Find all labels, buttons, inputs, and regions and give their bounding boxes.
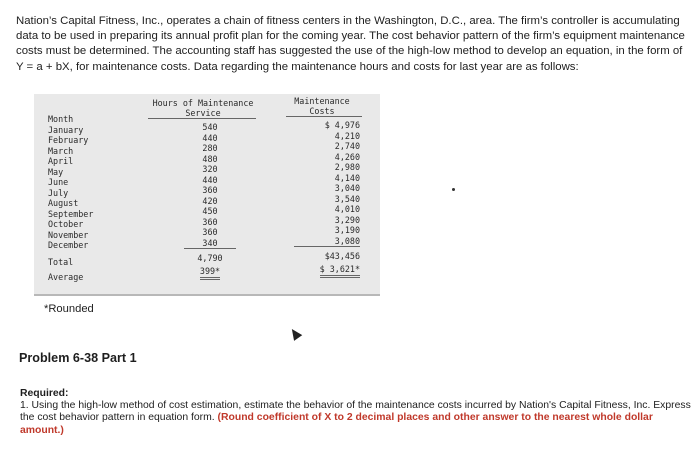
total-label: Total: [48, 256, 74, 267]
hours-cell: 440: [202, 174, 218, 185]
cost-cell: 3,190: [334, 225, 360, 235]
part-title: Problem 6-38 Part 1: [19, 351, 137, 365]
total-cost: $43,456: [324, 251, 360, 261]
cost-cell: 4,260: [334, 151, 360, 162]
maintenance-data-table: [34, 94, 380, 296]
costs-header-line1: Maintenance: [294, 96, 350, 106]
cost-cell: 2,740: [334, 141, 360, 151]
question-text: 1. Using the high-low method of cost estimation, estimate the behavior of the maintenance costs incurred by Nation's Capital Fitness, Inc. Express the cost behavior pattern in equation form.: [20, 400, 691, 424]
month-cell: August: [48, 198, 79, 208]
hours-cell: 360: [202, 216, 218, 227]
hours-cell: 280: [202, 143, 218, 153]
average-hours: 399*: [200, 266, 220, 280]
hours-cell: 480: [202, 153, 218, 164]
hours-header-line1: Hours of Maintenance: [152, 98, 254, 108]
hours-header-line2: Service: [185, 108, 221, 118]
hours-cell: 340: [184, 238, 236, 250]
hours-cell: 320: [202, 164, 218, 174]
month-cell: November: [48, 229, 89, 240]
total-hours: 4,790: [197, 253, 223, 263]
month-cell: July: [48, 187, 69, 198]
month-header: Month: [48, 114, 74, 124]
month-cell: February: [48, 135, 89, 145]
hours-cell: 540: [202, 122, 218, 132]
average-label: Average: [48, 271, 84, 282]
hours-cell: 360: [202, 227, 218, 237]
hours-cell: 450: [202, 206, 218, 216]
month-cell: April: [48, 156, 74, 166]
hours-cell: 360: [202, 185, 218, 195]
costs-header-line2: Costs: [309, 106, 335, 116]
month-column: [48, 114, 128, 284]
month-cell: September: [48, 208, 94, 219]
cost-cell: 3,080: [294, 236, 360, 248]
month-cell: October: [48, 219, 84, 229]
cost-cell: 4,010: [334, 204, 360, 214]
month-cell: March: [48, 145, 74, 156]
costs-column: [294, 120, 360, 275]
cost-cell: 3,540: [334, 193, 360, 204]
month-cell: June: [48, 177, 69, 187]
stray-dot: [452, 188, 455, 191]
required-label: Required:: [20, 388, 69, 399]
cost-cell: 3,040: [334, 183, 360, 193]
month-cell: January: [48, 124, 84, 135]
rounding-instruction: (Round coefficient of X to 2 decimal places and other answer to the nearest whole dollar amount.): [20, 412, 653, 436]
average-cost: $ 3,621*: [320, 264, 360, 278]
hours-column: [184, 122, 236, 277]
required-section: [20, 388, 692, 437]
cost-cell: 4,210: [334, 130, 360, 141]
cost-cell: 4,140: [334, 172, 360, 183]
month-cell: December: [48, 240, 89, 250]
cost-cell: $ 4,976: [324, 120, 360, 130]
mouse-cursor-icon: [288, 326, 303, 341]
problem-intro: Nation’s Capital Fitness, Inc., operates a chain of fitness centers in the Washington, D.C., area. The firm’s controller is accumulating data to be used in preparing its annual profit plan for the coming year. The cost behavior pattern of the firm’s equipment maintenance costs must be determined. The accounting staff has suggested the use of the high-low method to develop an equation, in the form of Y = a + bX, for maintenance costs. Data regarding the maintenance hours and costs for last year are as follows:: [16, 15, 685, 73]
rounded-footnote: *Rounded: [44, 303, 94, 315]
hours-cell: 420: [202, 195, 218, 206]
hours-cell: 440: [202, 132, 218, 143]
month-cell: May: [48, 166, 64, 177]
cost-cell: 3,290: [334, 214, 360, 225]
cost-cell: 2,980: [334, 162, 360, 172]
